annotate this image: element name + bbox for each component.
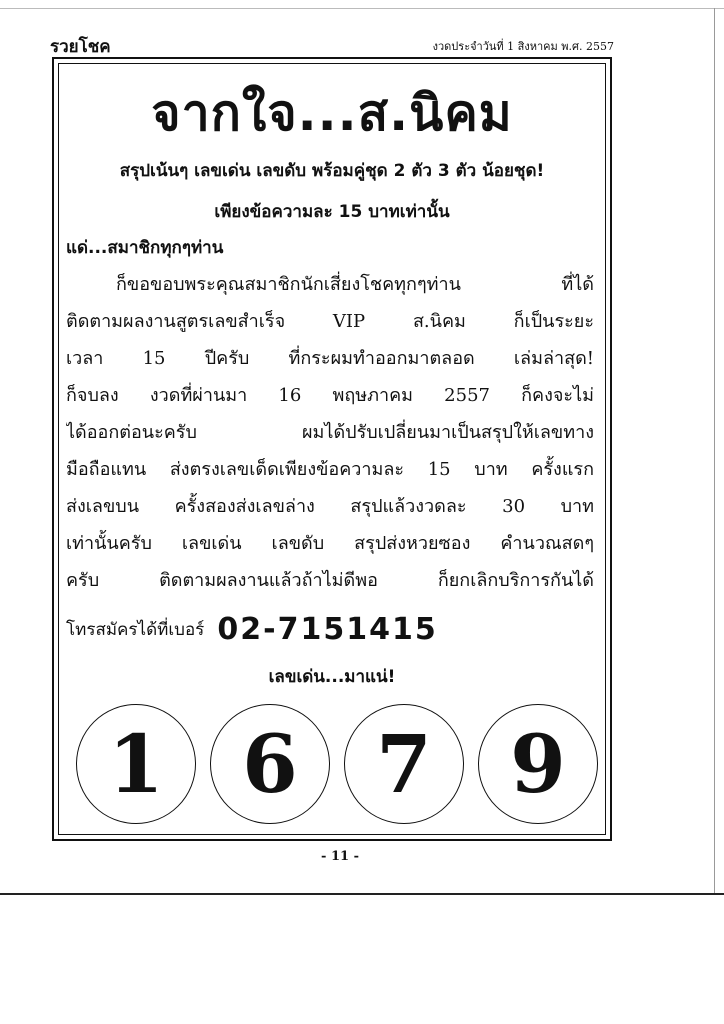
body-line: ก็จบลง งวดที่ผ่านมา 16 พฤษภาคม 2557 ก็คงจะไม่ [66,385,594,406]
lucky-number-circle [478,704,598,824]
price-line: เพียงข้อความละ 15 บาทเท่านั้น [214,202,450,222]
body-line: ครับ ติดตามผลงานแล้วถ้าไม่ดีพอ ก็ยกเลิกบริการกันได้ [66,570,594,591]
body-line: ได้ออกต่อนะครับ ผมได้ปรับเปลี่ยนมาเป็นสรุปให้เลขทาง [66,422,594,443]
lucky-number: 6 [242,717,298,811]
lucky-number-circle [76,704,196,824]
lucky-number: 9 [510,717,566,811]
lucky-number-row [76,704,596,828]
lucky-number: 7 [376,717,432,811]
issue-date: งวดประจำวันที่ 1 สิงหาคม พ.ศ. 2557 [432,40,614,53]
lucky-caption: เลขเด่น...มาแน่! [268,667,396,687]
page-edge-right [714,8,715,894]
phone-row [66,612,594,647]
article-title: จากใจ...ส.นิคม [151,84,513,142]
summary-line: สรุปเน้นๆ เลขเด่น เลขดับ พร้อมคู่ชุด 2 ตัว 3 ตัว น้อยชุด! [119,161,545,181]
blank-margin [0,895,724,1024]
body-line: เวลา 15 ปีครับ ที่กระผมทำออกมาตลอด เล่มล่าสุด! [66,348,594,369]
article-body [66,266,594,599]
phone-number: 02-7151415 [217,612,438,647]
lucky-number-circle [344,704,464,824]
page-number: - 11 - [321,849,359,864]
magazine-name: รวยโชค [50,37,111,57]
page-edge [0,8,724,9]
body-line: มือถือแทน ส่งตรงเลขเด็ดเพียงข้อความละ 15 บาท ครั้งแรก [66,459,594,480]
lucky-number-circle [210,704,330,824]
lucky-number: 1 [108,717,164,811]
greeting: แด่...สมาชิกทุกๆท่าน [66,238,224,258]
body-line: ก็ขอขอบพระคุณสมาชิกนักเสี่ยงโชคทุกๆท่าน ที่ได้ [116,274,594,295]
body-line: ส่งเลขบน ครั้งสองส่งเลขล่าง สรุปแล้วงวดละ 30 บาท [66,496,594,517]
body-line: ติดตามผลงานสูตรเลขสำเร็จ VIP ส.นิคม ก็เป็นระยะ [66,311,594,332]
phone-label: โทรสมัครได้ที่เบอร์ [66,620,205,640]
body-line: เท่านั้นครับ เลขเด่น เลขดับ สรุปส่งหวยซอง คำนวณสดๆ [66,533,594,554]
